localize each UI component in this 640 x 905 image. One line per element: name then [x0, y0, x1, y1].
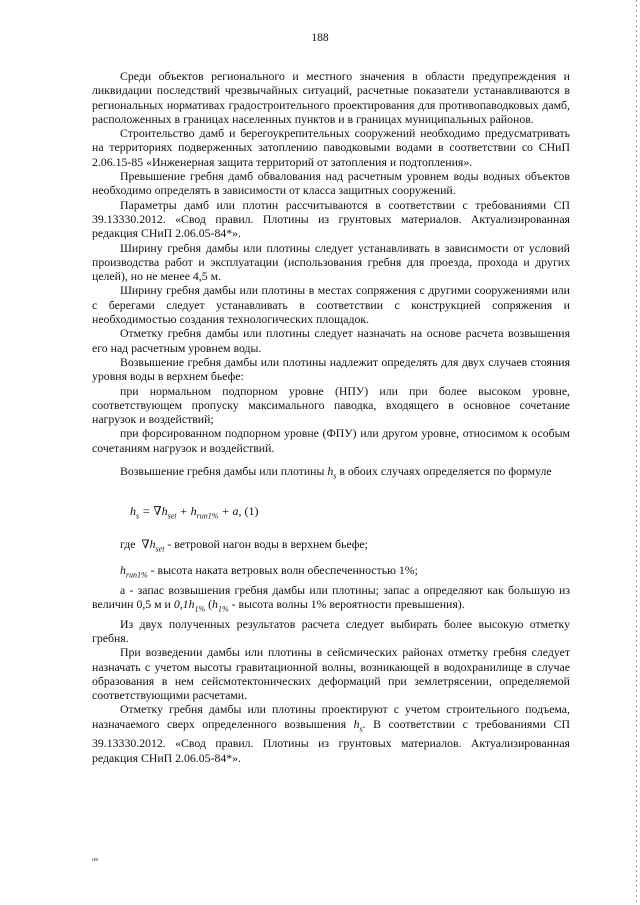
footer-mark: нв: [92, 857, 99, 863]
formula-lhs: [130, 503, 140, 521]
math-coef-base: 0,1h: [173, 596, 195, 611]
formula-eq: = ∇h: [139, 503, 168, 518]
formula-term-3: + a: [218, 503, 239, 518]
paragraph-10: при форсированном подпорном уровне (ФПУ) или другом уровне, относимом к особым сочетаниям нагрузок и воздействий.: [92, 426, 570, 455]
formula-term-2: [176, 503, 219, 521]
paragraph-11-text-b: в обоих случаях определяется по формуле: [339, 464, 552, 479]
definition-3-mid: (: [208, 596, 213, 611]
definition-1-text: - ветровой нагон воды в верхнем бьефе;: [164, 537, 368, 552]
math-h1: [212, 596, 229, 614]
math-hrun: [120, 563, 148, 580]
math-coef: [173, 596, 206, 614]
paragraph-9: при нормальном подпорном уровне (НПУ) или при более высоком уровне, соответствующем пропуску максимального паводка, входящего в основное сочетание нагрузок и воздействий;: [92, 383, 570, 427]
formula-1: [130, 504, 570, 524]
formula-hs: h: [130, 503, 136, 518]
formula-hs-sub: s: [136, 511, 140, 521]
math-hs-2: [353, 716, 363, 734]
paragraph-11: [92, 464, 570, 484]
formula-eq-sub1: set: [167, 511, 177, 521]
definition-2: [92, 563, 570, 583]
paragraph-6: Ширину гребня дамбы или плотины в местах сопряжения с другими сооружениями или с берегами следует устанавливать в соответствии с конструкцией сопряжения и необходимостью создания технологических площадок.: [92, 283, 570, 327]
math-nabla-h-base: ∇h: [141, 537, 156, 552]
definition-2-text: - высота наката ветровых волн обеспеченностью 1%;: [147, 563, 418, 578]
formula-number: , (1): [238, 503, 259, 518]
paragraph-3: Превышение гребня дамб обвалования над расчетным уровнем воды водных объектов необходимо определять в зависимости от класса защитных сооружений.: [92, 169, 570, 198]
paragraph-1: Среди объектов регионального и местного значения в области предупреждения и ликвидации последствий чрезвычайных ситуаций, расчетные показатели устанавливаются в региональных нормативах градостроительного проектирования для противопаводковых дамб, расположенных в границах населенных пунктов и в границах муниципальных районов.: [92, 69, 570, 126]
definition-3-end: - высота волны 1% вероятности превышения).: [228, 596, 465, 611]
math-hrun-base: h: [120, 563, 126, 578]
paragraph-13: При возведении дамбы или плотины в сейсмических районах отметку гребня следует назначать с учетом высоты гравитационной волны, возникающей в водохранилище в случае образования в нем сейсмотектонических деформаций при землетрясении, определяемой соответствующими расчетами.: [92, 645, 570, 703]
definition-3-text: а - запас возвышения гребня дамбы или плотины; запас а определяют как большую из величин 0,5 м и: [92, 582, 570, 611]
page-edge: [636, 0, 637, 905]
paragraph-12: Из двух полученных результатов расчета следует выбирать более высокую отметку гребня.: [92, 616, 570, 645]
definition-1: [92, 537, 570, 557]
math-nabla-h: [141, 537, 165, 554]
math-h1-base: h: [212, 596, 218, 611]
formula-term-1: [139, 503, 177, 521]
paragraph-14: [92, 702, 570, 765]
math-hs-2-base: h: [353, 716, 360, 731]
definition-1-prefix: где: [120, 537, 136, 552]
math-hs-sub: s: [333, 471, 337, 481]
paragraph-2: Строительство дамб и берегоукрепительных сооружений необходимо предусматривать на территориях подверженных затоплению паводковыми водами в соответствии со СНиП 2.06.15-85 «Инженерная защита территорий от затопления и подтопления».: [92, 126, 570, 169]
paragraph-5: Ширину гребня дамбы или плотины следует устанавливать в зависимости от условий производства работ и эксплуатации (использования гребня для проезда, прохода и других целей), но не менее 4,5 м.: [92, 240, 570, 284]
formula-eq-sub2: run1%: [196, 511, 219, 521]
math-hrun-sub: run1%: [125, 570, 148, 580]
math-nabla-h-sub: set: [155, 544, 165, 554]
paragraph-8: Возвышение гребня дамбы или плотины надлежит определять для двух случаев стояния уровня воды в верхнем бьефе:: [92, 354, 570, 384]
document-body: [92, 69, 570, 765]
definition-3: [92, 583, 570, 617]
formula-plus1: + h: [176, 503, 197, 518]
page-number: 188: [311, 32, 329, 44]
math-hs-2-sub: s: [359, 724, 363, 734]
math-h1-sub: 1%: [217, 604, 229, 614]
paragraph-7: Отметку гребня дамбы или плотины следует назначать на основе расчета возвышения его над расчетным уровнем воды.: [92, 326, 570, 355]
paragraph-14-text-a: Отметку гребня дамбы или плотины проектируют с учетом строительного подъема, назначаемого сверх определенного возвышения: [92, 702, 570, 731]
math-coef-sub: 1%: [194, 604, 206, 614]
paragraph-4: Параметры дамб или плотин рассчитываются в соответствии с требованиями СП 39.13330.2012. «Свод правил. Плотины из грунтовых материалов. Актуализированная редакция СНиП 2.06.05-84*».: [92, 197, 570, 241]
math-hs-base: h: [327, 464, 334, 479]
math-hs: [327, 464, 337, 481]
paragraph-11-text-a: Возвышение гребня дамбы или плотины: [120, 464, 325, 479]
paragraph-14-text-b: . В соответствии с требованиями СП 39.13330.2012. «Свод правил. Плотины из грунтовых материалов. Актуализированная редакция СНиП 2.06.05-84*».: [92, 716, 570, 765]
